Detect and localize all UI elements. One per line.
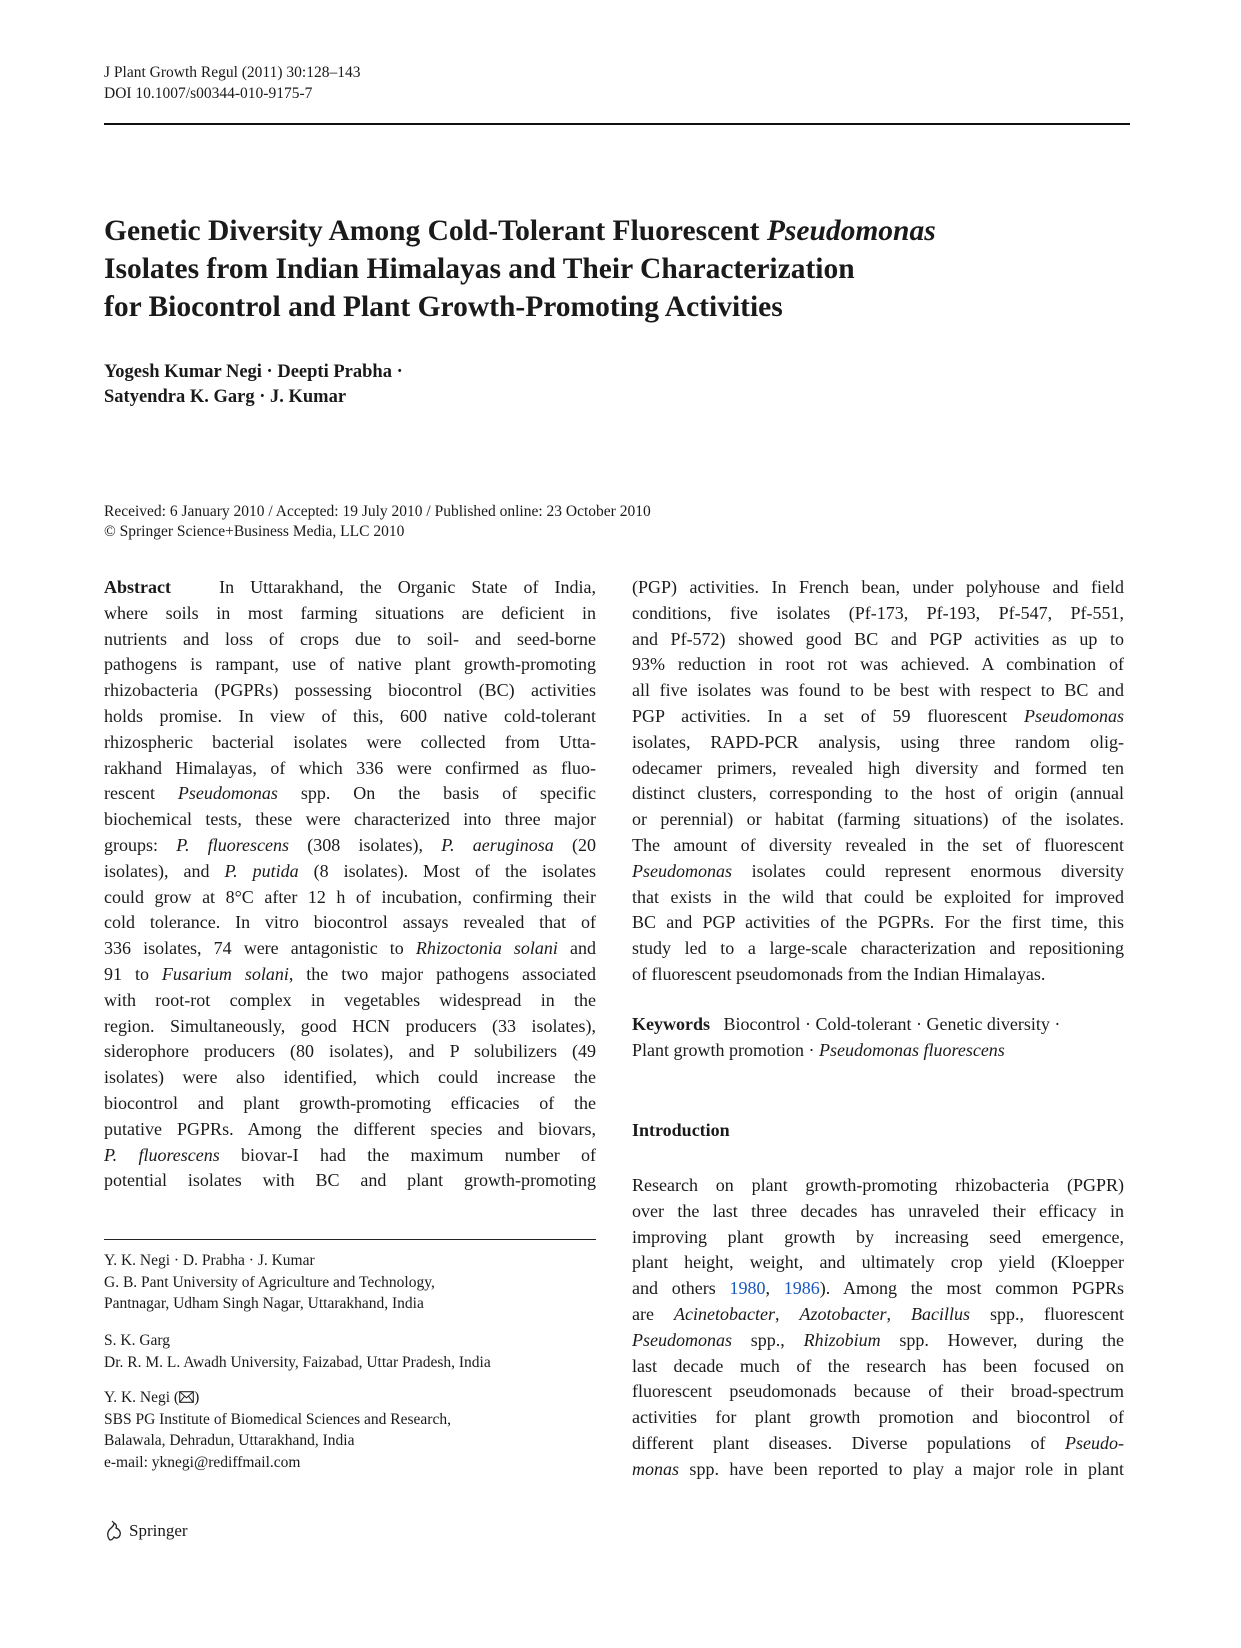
intro-line: fluorescent pseudomonads because of their broad-spectrum [632, 1381, 1124, 1402]
affiliation-1 [104, 1250, 604, 1315]
abstract-line: potential isolates with BC and plant growth-promoting [104, 1170, 596, 1191]
affiliation-2 [104, 1330, 604, 1373]
authors-line-1: Yogesh Kumar Negi · Deepti Prabha · [104, 362, 403, 382]
abstract-line: all five isolates was found to be best with respect to BC and [632, 680, 1124, 701]
abstract-line: isolates) were also identified, which could increase the [104, 1067, 596, 1088]
intro-line: monas spp. have been reported to play a major role in plant [632, 1458, 1124, 1479]
email-address[interactable]: e-mail: yknegi@rediffmail.com [104, 1453, 301, 1471]
abstract-line: biocontrol and plant growth-promoting efficacies of the [104, 1092, 596, 1113]
springer-horse-icon [104, 1520, 124, 1542]
citation-link-1986[interactable]: 1986 [783, 1278, 820, 1299]
affiliation-address: Pantnagar, Udham Singh Nagar, Uttarakhand, India [104, 1295, 424, 1312]
intro-line: different plant diseases. Diverse populations of Pseudo- [632, 1432, 1124, 1453]
keywords-line: Keywords Biocontrol · Cold-tolerant · Genetic diversity · [632, 1014, 1061, 1034]
title-line-1: Genetic Diversity Among Cold-Tolerant Fluorescent [104, 215, 767, 247]
introduction-body [632, 1173, 1124, 1483]
abstract-line: The amount of diversity revealed in the set of fluorescent [632, 834, 1124, 855]
affiliation-institution: SBS PG Institute of Biomedical Sciences and Research, [104, 1410, 451, 1428]
abstract-line: region. Simultaneously, good HCN producers (33 isolates), [104, 1015, 596, 1036]
envelope-icon [179, 1391, 194, 1403]
header-rule [104, 123, 1130, 125]
abstract-line: (PGP) activities. In French bean, under polyhouse and field [632, 577, 1124, 597]
abstract-line: holds promise. In view of this, 600 native cold-tolerant [104, 705, 596, 726]
abstract-line: conditions, five isolates (Pf-173, Pf-193, Pf-547, Pf-551, [632, 602, 1124, 623]
abstract-line: biochemical tests, these were characterized into three major [104, 809, 596, 830]
title-line-3: for Biocontrol and Plant Growth-Promoting Activities [104, 291, 783, 323]
intro-line: over the last three decades has unraveled their efficacy in [632, 1200, 1124, 1221]
abstract-line: P. fluorescens biovar-I had the maximum number of [104, 1144, 596, 1165]
abstract-line: isolates), and P. putida (8 isolates). Most of the isolates [104, 860, 596, 881]
affiliation-institution: Dr. R. M. L. Awadh University, Faizabad, Uttar Pradesh, India [104, 1353, 491, 1371]
abstract-line: study led to a large-scale characterization and repositioning [632, 938, 1124, 959]
abstract-line: and Pf-572) showed good BC and PGP activities as up to [632, 628, 1124, 649]
title-genus: Pseudomonas [766, 215, 936, 247]
affiliation-authors: Y. K. Negi · D. Prabha · J. Kumar [104, 1252, 315, 1269]
abstract-line: isolates, RAPD-PCR analysis, using three random olig- [632, 731, 1124, 752]
abstract-line: with root-rot complex in vegetables widespread in the [104, 989, 596, 1010]
abstract-line: where soils in most farming situations are deficient in [104, 602, 596, 623]
affiliation-address: Balawala, Dehradun, Uttarakhand, India [104, 1432, 355, 1449]
publisher-name: Springer [129, 1521, 188, 1540]
abstract-line: pathogens is rampant, use of native plant growth-promoting [104, 654, 596, 675]
intro-line: activities for plant growth promotion and biocontrol of [632, 1407, 1124, 1428]
keywords-line: Plant growth promotion · Pseudomonas fluorescens [632, 1039, 1005, 1060]
abstract-line: groups: P. fluorescens (308 isolates), P. aeruginosa (20 [104, 834, 596, 855]
article-title [104, 212, 1134, 326]
abstract-line: rhizobacteria (PGPRs) possessing biocontrol (BC) activities [104, 680, 596, 701]
abstract-line: cold tolerance. In vitro biocontrol assays revealed that of [104, 912, 596, 933]
affiliation-authors: S. K. Garg [104, 1332, 171, 1349]
intro-line: Research on plant growth-promoting rhizobacteria (PGPR) [632, 1175, 1124, 1195]
abstract-line: 336 isolates, 74 were antagonistic to Rhizoctonia solani and [104, 938, 596, 959]
title-line-2: Isolates from Indian Himalayas and Their Characterization [104, 253, 855, 285]
footnote-rule [104, 1239, 596, 1240]
abstract-line: that exists in the wild that could be exploited for improved [632, 886, 1124, 907]
abstract-line: putative PGPRs. Among the different species and biovars, [104, 1118, 596, 1139]
abstract-line: nutrients and loss of crops due to soil- and seed-borne [104, 628, 596, 649]
abstract-line: 91 to Fusarium solani, the two major pathogens associated [104, 963, 596, 984]
running-header [104, 62, 360, 104]
introduction-heading: Introduction [632, 1120, 730, 1140]
intro-line: are Acinetobacter, Azotobacter, Bacillus spp., fluorescent [632, 1303, 1124, 1324]
copyright: © Springer Science+Business Media, LLC 2010 [104, 523, 405, 540]
intro-line: and others 1980, 1986). Among the most common PGPRs [632, 1278, 1124, 1299]
abstract-line: odecamer primers, revealed high diversity and formed ten [632, 757, 1124, 778]
abstract-line: or perennial) or habitat (farming situations) of the isolates. [632, 809, 1124, 830]
abstract-left-column [104, 575, 596, 1194]
keywords-heading: Keywords [632, 1014, 710, 1034]
intro-line: Pseudomonas spp., Rhizobium spp. However, during the [632, 1329, 1124, 1350]
abstract-line: 93% reduction in root rot was achieved. A combination of [632, 654, 1124, 675]
abstract-line: siderophore producers (80 isolates), and P solubilizers (49 [104, 1041, 596, 1062]
doi[interactable]: DOI 10.1007/s00344-010-9175-7 [104, 85, 313, 102]
publication-dates [104, 502, 651, 542]
abstract-line: distinct clusters, corresponding to the host of origin (annual [632, 783, 1124, 804]
abstract-line: BC and PGP activities of the PGPRs. For the first time, this [632, 912, 1124, 933]
abstract-line: rhizospheric bacterial isolates were collected from Utta- [104, 731, 596, 752]
intro-line: last decade much of the research has been focused on [632, 1355, 1124, 1376]
abstract-line: rakhand Himalayas, of which 336 were confirmed as fluo- [104, 757, 596, 778]
abstract-line: Abstract In Uttarakhand, the Organic State of India, [104, 577, 596, 597]
corresponding-name: Y. K. Negi ( ) [104, 1389, 200, 1406]
publisher-logo [104, 1520, 188, 1542]
authors-line-2: Satyendra K. Garg · J. Kumar [104, 387, 347, 407]
history-dates: Received: 6 January 2010 / Accepted: 19 July 2010 / Published online: 23 October 2010 [104, 503, 651, 520]
abstract-line: Pseudomonas isolates could represent enormous diversity [632, 860, 1124, 881]
abstract-line: could grow at 8°C after 12 h of incubation, confirming their [104, 886, 596, 907]
abstract-line: of fluorescent pseudomonads from the Indian Himalayas. [632, 963, 1046, 984]
abstract-line: PGP activities. In a set of 59 fluorescent Pseudomonas [632, 705, 1124, 726]
affiliation-institution: G. B. Pant University of Agriculture and Technology, [104, 1273, 435, 1291]
corresponding-author [104, 1387, 604, 1473]
abstract-heading: Abstract [104, 577, 171, 597]
citation-link-1980[interactable]: 1980 [729, 1278, 766, 1299]
intro-line: improving plant growth by increasing seed emergence, [632, 1226, 1124, 1247]
journal-citation: J Plant Growth Regul (2011) 30:128–143 [104, 64, 361, 81]
intro-line: plant height, weight, and ultimately crop yield (Kloepper [632, 1252, 1124, 1273]
author-list [104, 360, 403, 410]
abstract-line: rescent Pseudomonas spp. On the basis of specific [104, 783, 596, 804]
keywords [632, 1012, 1124, 1064]
abstract-right-column [632, 575, 1124, 988]
